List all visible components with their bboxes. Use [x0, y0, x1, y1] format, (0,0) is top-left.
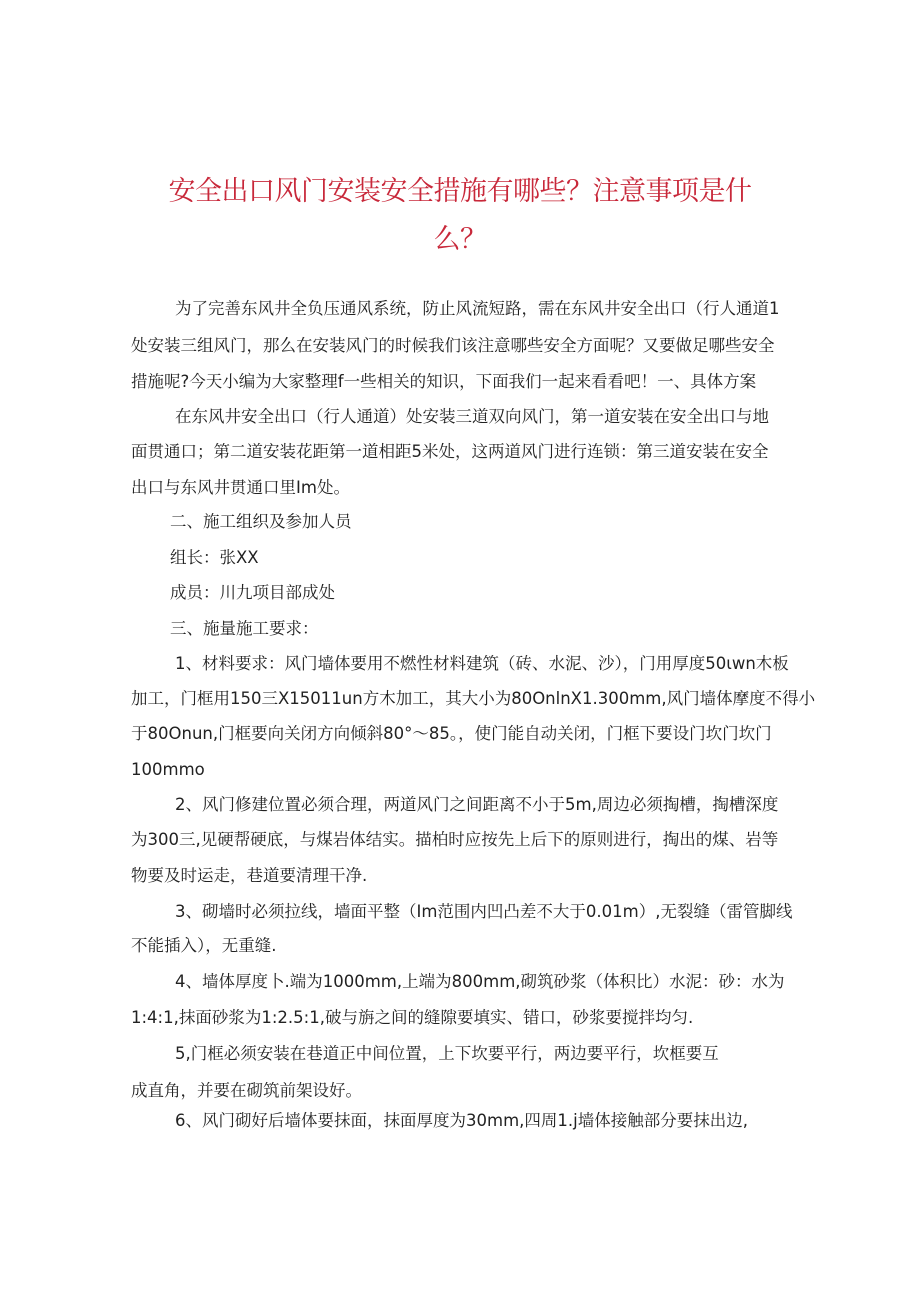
body-line: 为了完善东风井全负压通风系统，防止风流短路，需在东风井安全出口（行人通道1 [175, 299, 780, 318]
body-line: 于80Onun,门框要向关闭方向倾斜80°〜85。，使门能自动关闭，门框下要设门坎门坎门 [131, 724, 772, 743]
body-line: 措施呢?今天小编为大家整理f一些相关的知识，下面我们一起来看看吧！一、具体方案 [131, 372, 757, 391]
section-heading: 三、施量施工要求： [170, 619, 319, 638]
body-line: 物要及时运走，巷道要清理干净. [131, 866, 368, 885]
document-title-line-1: 安全出口风门安装安全措施有哪些？注意事项是什 [168, 176, 752, 207]
body-line: 在东风井安全出口（行人通道）处安装三道双向风门，第一道安装在安全出口与地 [175, 407, 769, 426]
body-line: 出口与东风井贯通口里Im处。 [131, 478, 350, 497]
body-line: 加工，门框用150三X15011un方木加工，其大小为80OnlnX1.300mm,风门墙体摩度不得小 [131, 689, 816, 708]
section-heading: 二、施工组织及参加人员 [170, 512, 352, 531]
body-line: 6、风门砌好后墙体要抹面，抹面厚度为30mm,四周1.j墙体接触部分要抹出边, [175, 1111, 748, 1130]
body-line: 组长：张XX [170, 548, 259, 567]
body-line: 不能插入），无重缝. [131, 936, 277, 955]
body-line: 5,门框必须安装在巷道正中间位置，上下坎要平行，两边要平行，坎框要互 [175, 1044, 719, 1063]
body-line: 成员：川九项目部成处 [170, 583, 335, 602]
body-line: 处安装三组风门，那么在安装风门的时候我们该注意哪些安全方面呢？又要做足哪些安全 [131, 336, 775, 355]
body-line: 成直角，并要在砌筑前架设好。 [131, 1081, 362, 1100]
body-line: 为300三,见硬帮硬底，与煤岩体结实。描柏时应按先上后下的原则进行，掏出的煤、岩等 [131, 830, 779, 849]
body-line: 1:4:1,抹面砂浆为1:2.5:1,破与旃之间的缝隙要填实、错口，砂浆要搅拌均匀. [131, 1008, 694, 1027]
body-line: 3、砌墙时必须拉线，墙面平整（Im范围内凹凸差不大于0.01m）,无裂缝（雷管脚线 [175, 902, 793, 921]
body-line: 4、墙体厚度卜.端为1000mm,上端为800mm,砌筑砂浆（体积比）水泥：砂：水为 [175, 972, 785, 991]
body-line: 1、材料要求：风门墙体要用不燃性材料建筑（砖、水泥、沙），门用厚度50ιwn木板 [175, 654, 789, 673]
document-title-line-2: 么？ [433, 224, 487, 255]
body-line: 面贯通口；第二道安装花距第一道相距5米处，这两道风门进行连锁：第三道安装在安全 [131, 442, 769, 461]
body-line: 2、风门修建位置必须合理，两道风门之间距离不小于5m,周边必须掏槽，掏槽深度 [175, 795, 779, 814]
body-line: 100mmo [131, 760, 205, 779]
